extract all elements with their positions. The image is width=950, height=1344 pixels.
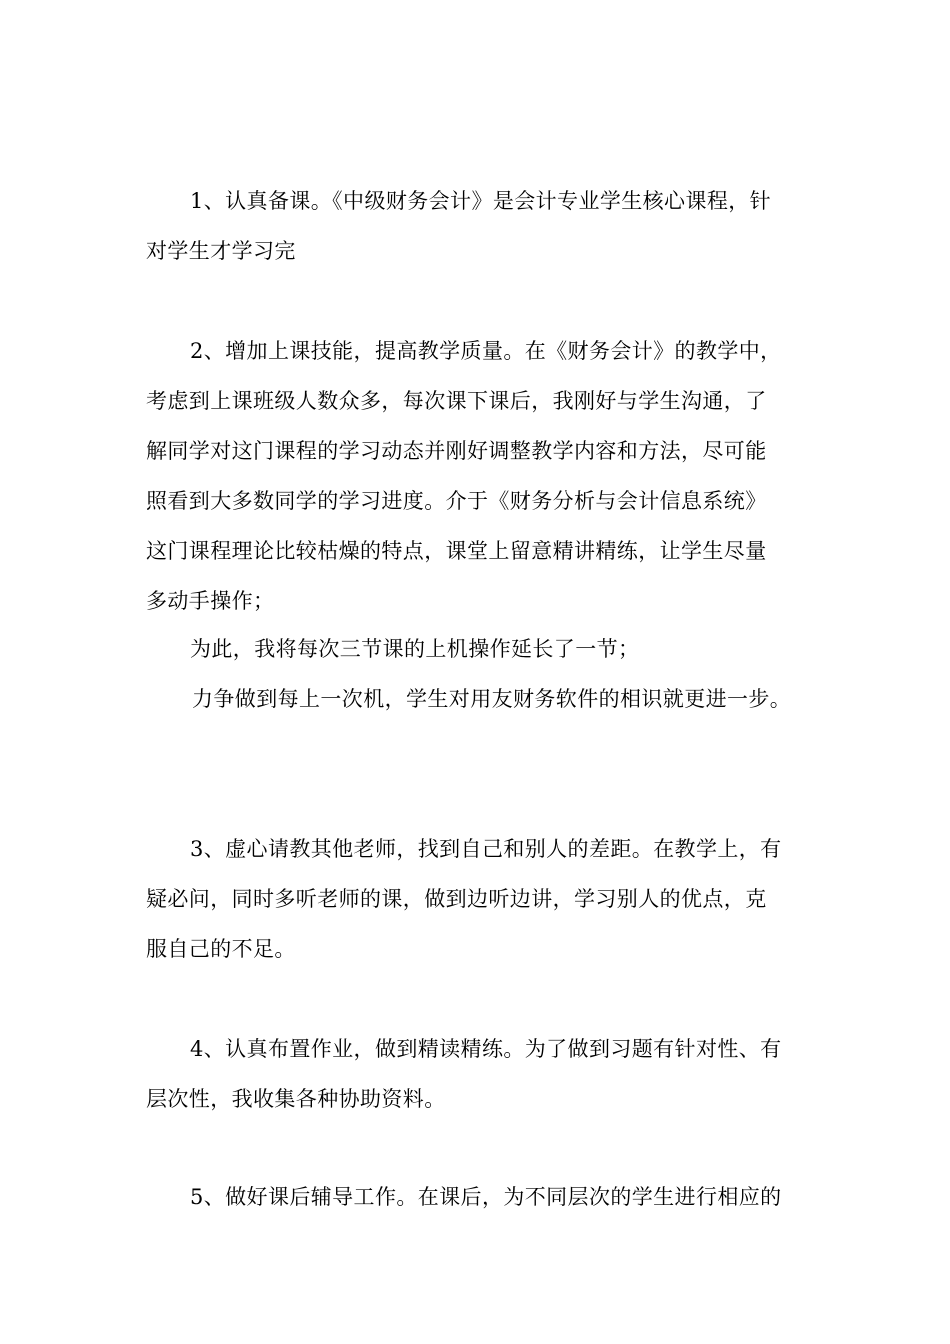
paragraph-line: 3、虚心请教其他老师，找到自己和别人的差距。在教学上，有 [190,837,782,861]
paragraph-line: 考虑到上课班级人数众多，每次课下课后，我刚好与学生沟通，了 [146,389,767,413]
paragraph-line: 2、增加上课技能，提高教学质量。在《财务会计》的教学中， [190,339,782,363]
paragraph-line: 4、认真布置作业，做到精读精练。为了做到习题有针对性、有 [190,1037,782,1061]
paragraph-line: 服自己的不足。 [146,937,296,961]
paragraph-line: 为此，我将每次三节课的上机操作延长了一节； [190,637,640,661]
paragraph-line: 1、认真备课。《中级财务会计》是会计专业学生核心课程，针 [190,189,772,213]
paragraph-line: 对学生才学习完 [146,239,296,263]
paragraph-line: 这门课程理论比较枯燥的特点，课堂上留意精讲精练，让学生尽量 [146,539,767,563]
paragraph-5 [146,824,810,974]
paragraph-4 [146,674,810,724]
paragraph-2 [146,326,810,626]
paragraph-line: 层次性，我收集各种协助资料。 [146,1087,446,1111]
paragraph-line: 力争做到每上一次机，学生对用友财务软件的相识就更进一步。 [192,687,792,711]
paragraph-7 [146,1172,810,1222]
paragraph-1 [146,176,810,276]
paragraph-line: 多动手操作； [146,589,275,613]
paragraph-line: 5、做好课后辅导工作。在课后，为不同层次的学生进行相应的 [190,1185,782,1209]
paragraph-line: 照看到大多数同学的学习进度。介于《财务分析与会计信息系统》 [146,489,767,513]
paragraph-line: 疑必问，同时多听老师的课，做到边听边讲，学习别人的优点，克 [146,887,767,911]
paragraph-line: 解同学对这门课程的学习动态并刚好调整教学内容和方法，尽可能 [146,439,767,463]
paragraph-3 [146,624,810,674]
paragraph-6 [146,1024,810,1124]
